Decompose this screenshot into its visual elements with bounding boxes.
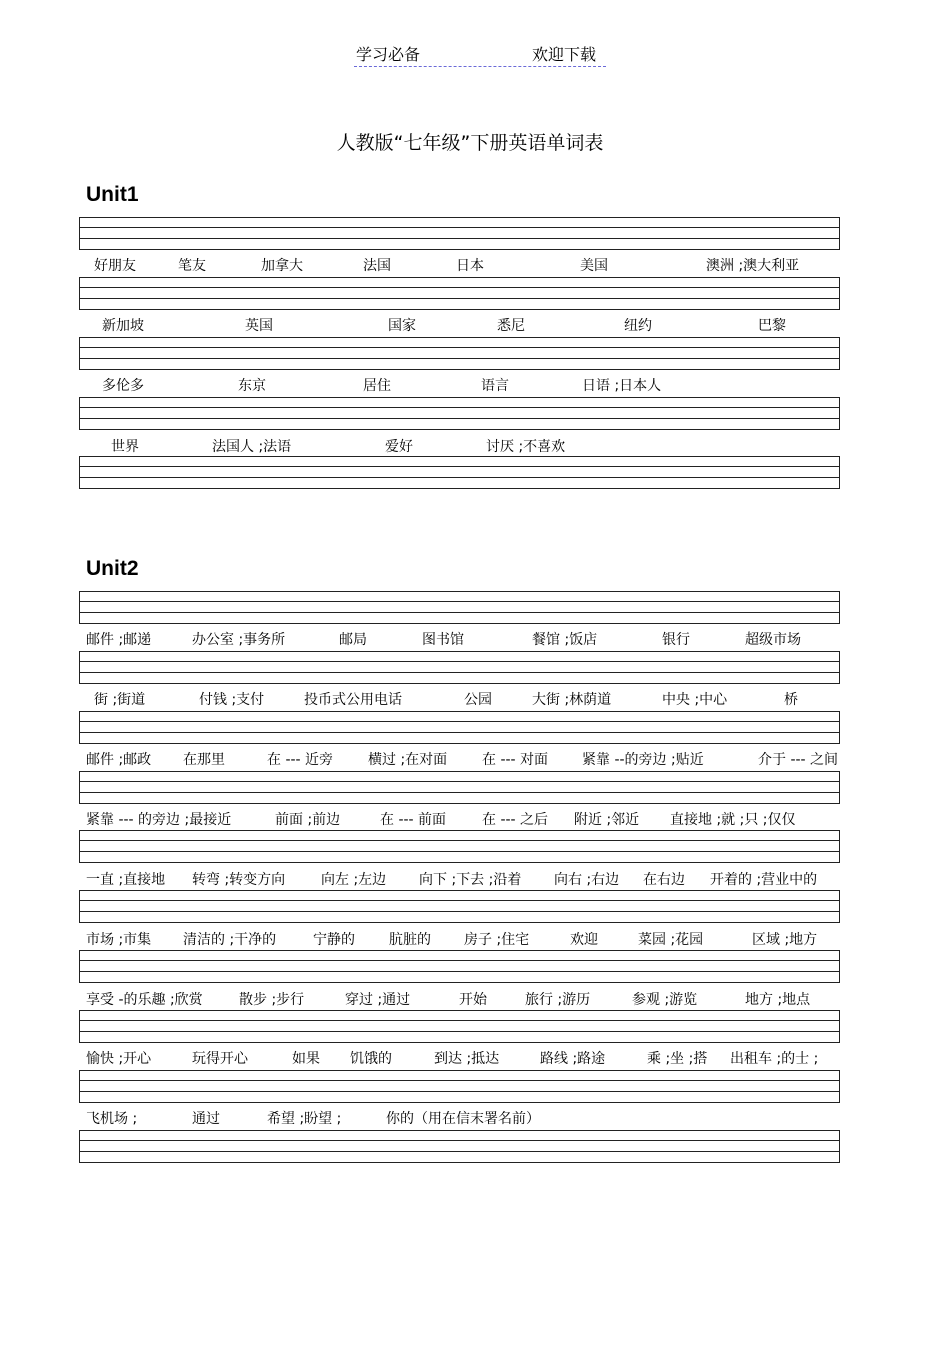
word: 中央 ;中心 [662,692,728,708]
word: 你的（用在信末署名前） [386,1111,540,1127]
word: 澳洲 ;澳大利亚 [706,258,800,274]
writing-lines [79,1130,840,1163]
word: 飞机场 ; [86,1111,138,1127]
word: 希望 ;盼望 ; [267,1111,342,1127]
word: 乘 ;坐 ;搭 [647,1051,708,1067]
word: 饥饿的 [350,1051,392,1067]
word: 讨厌 ;不喜欢 [486,439,566,455]
writing-lines [79,217,840,250]
word: 纽约 [624,318,652,334]
word: 肮脏的 [389,932,431,948]
word: 国家 [388,318,416,334]
word: 向下 ;下去 ;沿着 [419,872,522,888]
word: 开着的 ;营业中的 [710,872,818,888]
word: 日语 ;日本人 [582,378,662,394]
word: 在 --- 近旁 [267,752,334,768]
word: 好朋友 [94,258,136,274]
word: 紧靠 --的旁边 ;贴近 [582,752,704,768]
writing-lines [79,771,840,804]
word: 旅行 ;游历 [525,992,591,1008]
writing-lines [79,397,840,430]
word: 多伦多 [102,378,144,394]
word: 语言 [481,378,509,394]
word: 爱好 [385,439,413,455]
word: 玩得开心 [192,1051,248,1067]
word: 在 --- 之后 [482,812,549,828]
word: 愉快 ;开心 [86,1051,152,1067]
writing-lines [79,456,840,489]
word: 欢迎 [570,932,598,948]
word: 横过 ;在对面 [368,752,448,768]
word: 居住 [363,378,391,394]
word: 法国 [363,258,391,274]
word: 房子 ;住宅 [464,932,530,948]
unit2-heading: Unit2 [86,557,139,580]
word: 市场 ;市集 [86,932,152,948]
word: 邮局 [339,632,367,648]
word: 向左 ;左边 [321,872,387,888]
word: 到达 ;抵达 [434,1051,500,1067]
word: 东京 [238,378,266,394]
word: 大街 ;林荫道 [532,692,612,708]
word: 日本 [456,258,484,274]
word: 紧靠 --- 的旁边 ;最接近 [86,812,232,828]
writing-lines [79,950,840,983]
writing-lines [79,1070,840,1103]
writing-lines [79,830,840,863]
header-left: 学习必备 [356,45,421,64]
word: 宁静的 [313,932,355,948]
word: 附近 ;邻近 [574,812,640,828]
word: 享受 -的乐趣 ;欣赏 [86,992,203,1008]
writing-lines [79,277,840,310]
word: 路线 ;路途 [540,1051,606,1067]
word: 前面 ;前边 [275,812,341,828]
word: 转弯 ;转变方向 [192,872,286,888]
writing-lines [79,337,840,370]
writing-lines [79,651,840,684]
word: 直接地 ;就 ;只 ;仅仅 [670,812,796,828]
word: 银行 [662,632,690,648]
word: 办公室 ;事务所 [192,632,286,648]
word: 新加坡 [102,318,144,334]
header-right: 欢迎下载 [532,45,597,64]
word: 世界 [111,439,139,455]
word: 穿过 ;通过 [345,992,411,1008]
unit1-heading: Unit1 [86,183,139,206]
word: 菜园 ;花园 [638,932,704,948]
word: 区域 ;地方 [752,932,818,948]
writing-lines [79,711,840,744]
word: 悉尼 [497,318,525,334]
word: 参观 ;游览 [632,992,698,1008]
word: 投币式公用电话 [304,692,402,708]
word: 加拿大 [261,258,303,274]
word: 散步 ;步行 [239,992,305,1008]
word: 地方 ;地点 [745,992,811,1008]
word: 一直 ;直接地 [86,872,166,888]
writing-lines [79,591,840,624]
word: 通过 [192,1111,220,1127]
word: 介于 --- 之间 [758,752,839,768]
word: 餐馆 ;饭店 [532,632,598,648]
word: 在 --- 前面 [380,812,447,828]
word: 街 ;街道 [94,692,146,708]
word: 在那里 [183,752,225,768]
page-header [354,42,606,67]
word: 笔友 [178,258,206,274]
word: 出租车 ;的士 ; [730,1051,819,1067]
word: 邮件 ;邮递 [86,632,152,648]
page-title: 人教版“七年级”下册英语单词表 [336,132,604,154]
word: 在右边 [643,872,685,888]
word: 公园 [464,692,492,708]
word: 如果 [292,1051,320,1067]
word: 邮件 ;邮政 [86,752,152,768]
word: 超级市场 [745,632,801,648]
word: 付钱 ;支付 [199,692,265,708]
word: 清洁的 ;干净的 [183,932,277,948]
word: 巴黎 [758,318,786,334]
word: 开始 [459,992,487,1008]
writing-lines [79,1010,840,1043]
word: 图书馆 [422,632,464,648]
word: 法国人 ;法语 [212,439,292,455]
writing-lines [79,890,840,923]
word: 在 --- 对面 [482,752,549,768]
word: 英国 [245,318,273,334]
word: 桥 [784,692,798,708]
word: 向右 ;右边 [554,872,620,888]
word: 美国 [580,258,608,274]
